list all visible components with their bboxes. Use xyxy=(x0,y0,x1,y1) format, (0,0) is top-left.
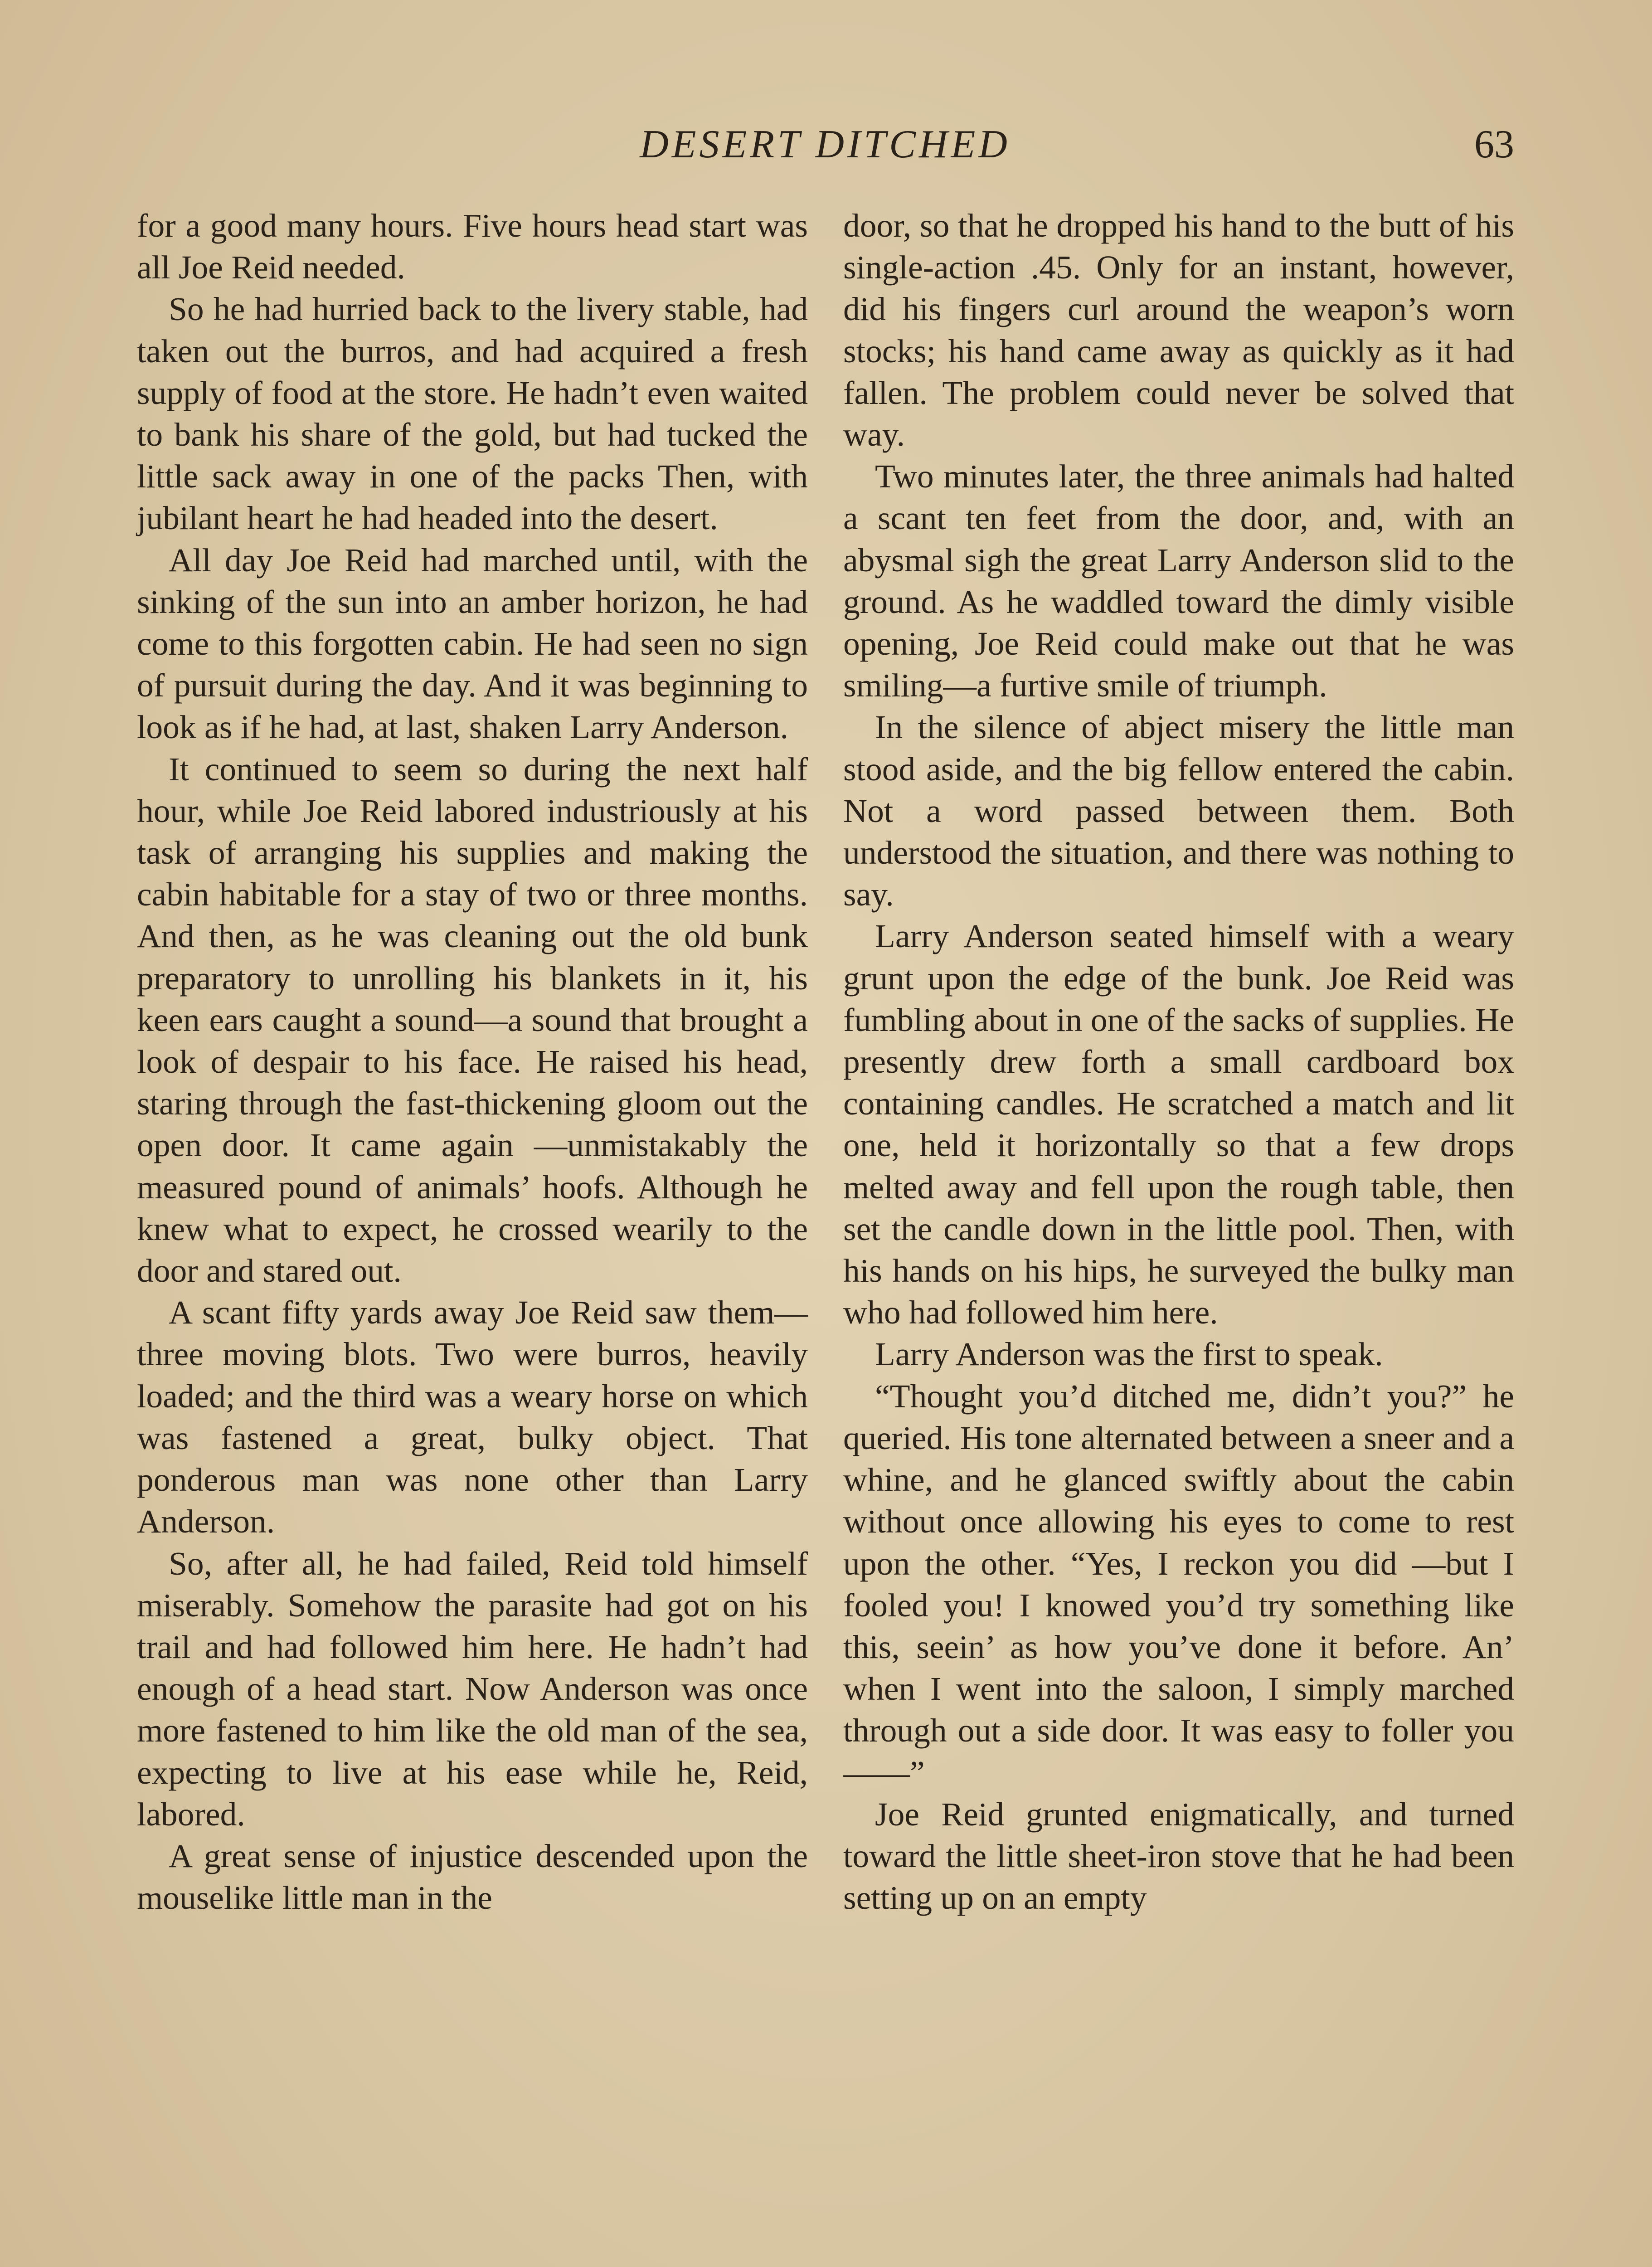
paragraph: A scant fifty yards away Joe Reid saw them—three moving blots. Two were burros, heavily loaded; and the third was a weary horse on which was fastened a great, bulky object. That ponderous man was none other than Larry Anderson. xyxy=(137,1294,808,1540)
paragraph: Two minutes later, the three animals had halted a scant ten feet from the door, and, with an abysmal sigh the great Larry Anderson slid to the ground. As he waddled toward the dimly visible opening, Joe Reid could make out that he was smiling—a furtive smile of triumph. xyxy=(843,458,1514,704)
paragraph: for a good many hours. Five hours head start was all Joe Reid needed. xyxy=(137,207,808,286)
paragraph: In the silence of abject misery the little man stood aside, and the big fellow entered the cabin. Not a word passed between them. Both understood the situation, and there was nothing to say. xyxy=(843,709,1514,913)
paragraph: Larry Anderson was the first to speak. xyxy=(875,1336,1383,1373)
page-number: 63 xyxy=(1474,122,1514,166)
paragraph: A great sense of injustice descended upon the mouselike little man in the xyxy=(137,1837,808,1917)
paragraph: All day Joe Reid had marched until, with the sinking of the sun into an amber horizon, he had come to this forgotten cabin. He had seen no sign of pursuit during the day. And it was beginning to look as if he had, at last, shaken Larry Anderson. xyxy=(137,541,808,746)
paragraph: It continued to seem so during the next half hour, while Joe Reid labored industriously at his task of arranging his supplies and making the cabin habitable for a stay of two or three months. And then, as he was cleaning out the old bunk preparatory to unrolling his blankets in it, his keen ears caught a sound—a sound that brought a look of despair to his face. He raised his head, staring through the fast-thickening gloom out the open door. It came again —unmistakably the measured pound of animals’ hoofs. Although he knew what to expect, he crossed wearily to the door and stared out. xyxy=(137,750,808,1289)
running-title: DESERT DITCHED xyxy=(640,122,1011,166)
right-column xyxy=(843,205,1514,1919)
paragraph: Joe Reid grunted enigmatically, and turned toward the little sheet-iron stove that he had been setting up on an empty xyxy=(843,1795,1514,1917)
left-column xyxy=(137,205,808,1919)
paragraph: So, after all, he had failed, Reid told himself miserably. Somehow the parasite had got on his trail and had followed him here. He hadn’t had enough of a head start. Now Anderson was once more fastened to him like the old man of the sea, expecting to live at his ease while he, Reid, labored. xyxy=(137,1545,808,1833)
running-head xyxy=(136,122,1514,176)
paragraph: door, so that he dropped his hand to the butt of his single-action .45. Only for an instant, however, did his fingers curl around the weapon’s worn stocks; his hand came away as quickly as it had fallen. The problem could never be solved that way. xyxy=(843,207,1514,453)
paragraph: Larry Anderson seated himself with a weary grunt upon the edge of the bunk. Joe Reid was fumbling about in one of the sacks of supplies. He presently drew forth a small cardboard box containing candles. He scratched a match and lit one, held it horizontally so that a few drops melted away and fell upon the rough table, then set the candle down in the little pool. Then, with his hands on his hips, he surveyed the bulky man who had followed him here. xyxy=(843,918,1514,1331)
paragraph: So he had hurried back to the livery stable, had taken out the burros, and had acquired a fresh supply of food at the store. He hadn’t even waited to bank his share of the gold, but had tucked the little sack away in one of the packs Then, with jubilant heart he had headed into the desert. xyxy=(137,291,808,537)
paragraph: “Thought you’d ditched me, didn’t you?” he queried. His tone alternated between a sneer and a whine, and he glanced swiftly about the cabin without once allowing his eyes to come to rest upon the other. “Yes, I reckon you did —but I fooled you! I knowed you’d try something like this, seein’ as how you’ve done it before. An’ when I went into the saloon, I simply marched through out a side door. It was easy to foller you——” xyxy=(843,1377,1514,1791)
